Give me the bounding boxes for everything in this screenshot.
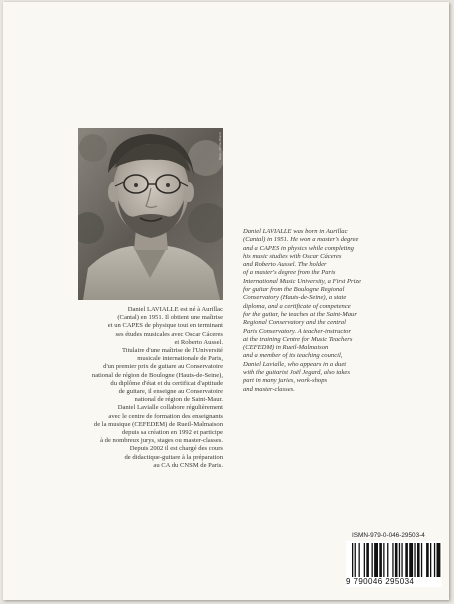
- bio-en-line: (CEFEDM) in Rueil-Malmaison: [243, 344, 329, 352]
- bio-fr-line: et un CAPES de physique tout en terminant: [107, 322, 223, 330]
- bio-en-line: and Roberto Aussel. The holder: [243, 261, 327, 269]
- bio-fr-line: Depuis 2002 il est chargé des cours: [129, 445, 223, 453]
- bio-en-line: Regional Conservatory and the central: [243, 319, 346, 327]
- bio-en-line: part in many juries, work-shops: [243, 377, 328, 385]
- bio-fr-line: Titulaire d'une maîtrise de l'Université: [121, 347, 223, 355]
- bio-fr-line: du diplôme d'état et du certificat d'aptitude: [110, 379, 223, 387]
- bio-fr-line: au CA du CNSM de Paris.: [153, 461, 223, 469]
- bio-fr-line: ses études musicales avec Oscar Cáceres: [115, 330, 223, 338]
- biography-english: [243, 228, 423, 394]
- bio-en-line: diploma, and a certificate of competence: [243, 302, 351, 310]
- bio-fr-line: et Roberto Aussel.: [174, 338, 223, 346]
- bio-en-line: Daniel Lavialle, who appears in a duet: [243, 360, 347, 368]
- bio-fr-line: de la musique (CEFEDEM) de Rueil-Malmaison: [93, 420, 223, 428]
- bio-en-line: (Cantal) in 1951. He won a master's degree: [243, 236, 359, 244]
- back-cover-page: [3, 2, 449, 600]
- bio-en-line: his music studies with Oscar Cáceres: [243, 252, 342, 260]
- barcode-bars: [346, 541, 442, 579]
- bio-fr-line: depuis sa création en 1992 et participe: [121, 429, 223, 437]
- barcode: [346, 541, 442, 587]
- bio-fr-line: musicale internationale de Paris,: [137, 355, 223, 363]
- bio-en-line: and master-classes.: [243, 385, 295, 393]
- bio-en-line: for guitar from the Boulogne Regional: [243, 286, 345, 294]
- bio-fr-line: national de région de Boulogne (Hauts-de-Seine),: [91, 371, 223, 379]
- barcode-digits: 9 790046 295034: [346, 577, 442, 586]
- bio-fr-line: Daniel LAVIALLE est né à Aurillac: [127, 306, 223, 313]
- bio-fr-line: Daniel Lavialle collabore régulièrement: [117, 404, 223, 412]
- ismn-number: ISMN-979-0-046-29503-4: [352, 532, 425, 539]
- bio-fr-line: de didactique-guitare à la préparation: [124, 453, 223, 461]
- bio-en-line: for the guitar, he teaches at the Saint-Maur: [243, 310, 357, 318]
- bio-fr-line: (Cantal) en 1951. Il obtient une maîtrise: [117, 314, 223, 322]
- author-photo: [78, 128, 223, 300]
- bio-fr-line: à de nombreux jurys, stages ou master-classes.: [100, 437, 223, 445]
- bio-en-line: Conservatory (Hauts-de-Seine), a state: [243, 294, 347, 302]
- bio-en-line: and a member of its teaching council,: [243, 352, 343, 360]
- bio-fr-line: d'un premier prix de guitare au Conservatoire: [103, 363, 223, 371]
- author-portrait-image: [78, 128, 223, 300]
- bio-fr-line: de guitare, il enseigne au Conservatoire: [118, 388, 223, 396]
- bio-fr-line: national de région de Saint-Maur.: [134, 396, 223, 404]
- bio-en-line: and a CAPES in physics while completing: [243, 244, 354, 252]
- bio-en-line: Daniel LAVIALLE was born in Aurillac: [243, 228, 348, 235]
- biography-french: [31, 306, 223, 470]
- photo-credit: Photo : Nicolas Bouvot: [218, 132, 222, 161]
- bio-en-line: with the guitarist Joël Jegard, also takes: [243, 369, 350, 377]
- bio-en-line: of a master's degree from the Paris: [243, 269, 336, 277]
- bio-en-line: International Music University, a First Prize: [243, 277, 361, 285]
- bio-en-line: Paris Conservatory. A teacher-instructor: [243, 327, 352, 335]
- bio-en-line: at the training Centre for Music Teachers: [243, 335, 353, 343]
- bio-fr-line: avec le centre de formation des enseignants: [108, 412, 223, 420]
